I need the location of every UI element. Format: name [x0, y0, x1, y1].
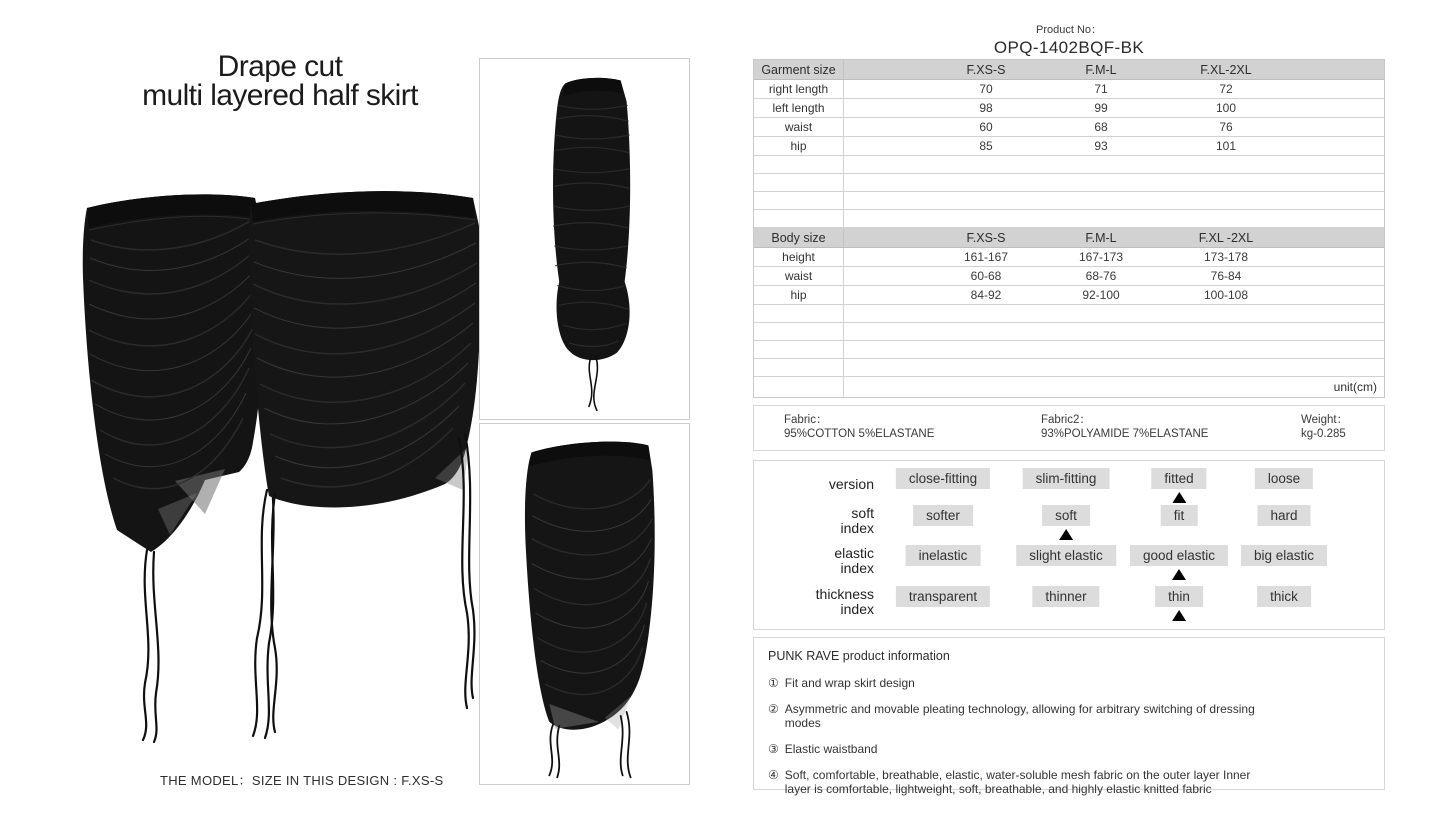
size-chart-column-header: F.M-L — [1085, 62, 1117, 77]
size-chart-row — [754, 118, 1384, 137]
fit-index-option-slot — [896, 586, 990, 607]
fit-index-option-slot — [1151, 468, 1206, 503]
size-chart-column-header: F.XS-S — [966, 230, 1006, 245]
fit-index-option: thinner — [1032, 586, 1099, 607]
fit-index-option: thin — [1155, 586, 1203, 607]
fit-index-option: loose — [1255, 468, 1313, 489]
product-info-item — [768, 676, 1370, 690]
size-chart-cell: 68-76 — [1085, 269, 1117, 283]
fabric1-column — [784, 413, 934, 441]
fit-index-box — [753, 460, 1385, 630]
fit-index-option-slot — [1042, 505, 1090, 540]
size-chart-row — [754, 286, 1384, 305]
fit-index-row — [754, 545, 1384, 585]
fit-index-option: thick — [1257, 586, 1311, 607]
fit-index-option-slot — [1016, 545, 1116, 566]
size-chart-empty-row — [754, 359, 1384, 377]
product-info-item — [768, 702, 1370, 730]
size-chart-row — [754, 137, 1384, 156]
fit-index-label: version — [828, 476, 874, 492]
product-info-item-text: Elastic waistband — [784, 742, 878, 756]
size-chart-empty-label-cell — [754, 359, 844, 376]
size-chart-cell: 60-68 — [970, 269, 1002, 283]
size-chart-cell: 85 — [979, 139, 993, 153]
skirt-front-views-photo — [55, 178, 495, 756]
size-chart-cell: 101 — [1215, 139, 1237, 153]
skirt-view-long — [83, 194, 277, 742]
skirt-side-photo — [479, 58, 690, 420]
fit-index-option-slot — [1161, 505, 1198, 526]
model-size-note: THE MODEL：SIZE IN THIS DESIGN : F.XS-S — [160, 773, 444, 788]
product-info-item — [768, 768, 1370, 796]
size-chart-row-label: right length — [754, 80, 844, 98]
fit-index-option-slot — [1255, 468, 1313, 489]
size-chart-empty-label-cell — [754, 192, 844, 209]
size-chart-cell: 100-108 — [1203, 288, 1249, 302]
size-chart-unit-row — [754, 377, 1384, 397]
product-info-item-text: Asymmetric and movable pleating technology, allowing for arbitrary switching of dressing modes — [784, 702, 1255, 730]
fit-index-option: slim-fitting — [1023, 468, 1110, 489]
size-chart-empty-row — [754, 341, 1384, 359]
fit-index-option-slot — [1023, 468, 1110, 489]
circled-number-icon: ① — [768, 676, 779, 690]
size-chart-row — [754, 267, 1384, 286]
fit-index-label: elastic index — [834, 545, 874, 576]
product-no-label: Product No： — [1035, 24, 1103, 36]
size-chart-row — [754, 248, 1384, 267]
fit-index-option-slot — [1155, 586, 1203, 621]
fit-index-option: softer — [913, 505, 973, 526]
size-chart-column-header: F.XL -2XL — [1198, 230, 1254, 245]
page-title-line2: multi layered half skirt — [142, 79, 418, 112]
selected-marker-triangle-icon — [1172, 492, 1186, 503]
skirt-back-photo — [479, 423, 690, 785]
skirt-view-short — [249, 191, 481, 738]
skirt-side-illustration — [480, 59, 689, 419]
product-info-box — [753, 637, 1385, 796]
fit-index-option-slot — [896, 468, 990, 489]
product-no-code: OPQ-1402BQF-BK — [993, 38, 1145, 57]
fit-index-option: soft — [1042, 505, 1090, 526]
skirt-back-illustration — [480, 424, 689, 784]
size-chart-column-header: F.XS-S — [966, 62, 1006, 77]
size-chart-cell: 161-167 — [963, 250, 1009, 264]
fit-index-option: hard — [1257, 505, 1310, 526]
size-chart-row — [754, 80, 1384, 99]
size-chart-column-header: F.M-L — [1085, 230, 1117, 245]
size-chart-cell: 99 — [1094, 101, 1108, 115]
fit-index-row — [754, 505, 1384, 545]
weight-column — [1301, 413, 1348, 441]
fit-index-option: fit — [1161, 505, 1198, 526]
fit-index-option: fitted — [1151, 468, 1206, 489]
size-chart-empty-row — [754, 174, 1384, 192]
size-chart-cell: 84-92 — [970, 288, 1002, 302]
circled-number-icon: ② — [768, 702, 779, 716]
fabric2-label: Fabric2： — [1041, 414, 1091, 426]
size-chart-section-title: Garment size — [754, 60, 844, 79]
fit-index-option-slot — [1257, 586, 1311, 607]
fit-index-option-slot — [1241, 545, 1327, 566]
size-chart-empty-label-cell — [754, 174, 844, 191]
fit-index-label: thickness index — [815, 586, 874, 617]
fabric2-value: 93%POLYAMIDE 7%ELASTANE — [1041, 428, 1209, 440]
selected-marker-triangle-icon — [1172, 610, 1186, 621]
fit-index-option: close-fitting — [896, 468, 990, 489]
fabric1-value: 95%COTTON 5%ELASTANE — [784, 428, 935, 440]
size-chart-cell: 93 — [1094, 139, 1108, 153]
size-chart-header-row — [754, 228, 1384, 248]
fit-index-option: inelastic — [906, 545, 981, 566]
fit-index-option-slot — [913, 505, 973, 526]
product-info-item — [768, 742, 1370, 756]
size-chart-empty-label-cell — [754, 305, 844, 322]
fabric-info-box — [753, 405, 1385, 451]
size-chart-empty-row — [754, 156, 1384, 174]
size-chart-row-label: left length — [754, 99, 844, 117]
size-chart-empty-row — [754, 210, 1384, 228]
size-chart-cell: 100 — [1215, 101, 1237, 115]
product-info-item-text: Soft, comfortable, breathable, elastic, water-soluble mesh fabric on the outer layer Inner layer is comfortable, lightweight, soft, breathable, and highly elastic knitted fabric — [784, 768, 1251, 796]
size-chart-cell: 68 — [1094, 120, 1108, 134]
page-title — [78, 52, 482, 110]
fit-index-option-slot — [906, 545, 981, 566]
skirt-front-views-illustration — [55, 178, 495, 756]
fit-index-row — [754, 586, 1384, 626]
size-chart-cell: 60 — [979, 120, 993, 134]
selected-marker-triangle-icon — [1059, 529, 1073, 540]
size-chart-empty-row — [754, 323, 1384, 341]
product-info-list — [768, 676, 1370, 796]
fit-index-option: transparent — [896, 586, 990, 607]
weight-value: kg-0.285 — [1301, 428, 1346, 440]
size-chart-column-header: F.XL-2XL — [1200, 62, 1252, 77]
size-chart-cell: 76-84 — [1210, 269, 1242, 283]
size-chart-cell: 173-178 — [1203, 250, 1249, 264]
size-chart-empty-label-cell — [754, 341, 844, 358]
unit-note: unit(cm) — [1333, 380, 1377, 394]
size-chart-empty-label-cell — [754, 156, 844, 173]
fit-index-option-slot — [1032, 586, 1099, 607]
size-chart-empty-label-cell — [754, 377, 844, 397]
size-chart-row-label: height — [754, 248, 844, 266]
product-info-title: PUNK RAVE product information — [768, 649, 950, 663]
size-chart-empty-label-cell — [754, 210, 844, 227]
size-chart-row — [754, 99, 1384, 118]
weight-label: Weight： — [1301, 414, 1349, 426]
fit-index-option: big elastic — [1241, 545, 1327, 566]
size-chart-empty-row — [754, 305, 1384, 323]
fabric2-column — [1041, 413, 1208, 441]
size-chart-cell: 76 — [1219, 120, 1233, 134]
fit-index-row — [754, 468, 1384, 508]
drawstring-bottom — [589, 357, 597, 410]
circled-number-icon: ③ — [768, 742, 779, 756]
size-chart-row-label: waist — [754, 118, 844, 136]
fit-index-option-slot — [1130, 545, 1228, 580]
size-chart-row-label: waist — [754, 267, 844, 285]
size-chart-cell: 72 — [1219, 82, 1233, 96]
size-chart-row-label: hip — [754, 286, 844, 304]
size-chart-empty-label-cell — [754, 323, 844, 340]
size-chart-cell: 167-173 — [1078, 250, 1124, 264]
selected-marker-triangle-icon — [1172, 569, 1186, 580]
size-chart-table — [753, 59, 1385, 398]
fit-index-option: slight elastic — [1016, 545, 1116, 566]
fit-index-option-slot — [1257, 505, 1310, 526]
fit-index-label: soft index — [840, 505, 874, 536]
size-chart-header-row — [754, 60, 1384, 80]
page-title-line1: Drape cut — [217, 50, 343, 83]
size-chart-cell: 70 — [979, 82, 993, 96]
size-chart-section-title: Body size — [754, 228, 844, 247]
product-number-block — [753, 21, 1385, 58]
size-chart-row-label: hip — [754, 137, 844, 155]
fabric1-label: Fabric： — [784, 414, 828, 426]
size-chart-empty-row — [754, 192, 1384, 210]
size-chart-cell: 92-100 — [1082, 288, 1120, 302]
size-chart-cell: 71 — [1094, 82, 1108, 96]
fit-index-option: good elastic — [1130, 545, 1228, 566]
size-chart-cell: 98 — [979, 101, 993, 115]
circled-number-icon: ④ — [768, 768, 779, 782]
product-info-item-text: Fit and wrap skirt design — [784, 676, 915, 690]
spec-panel — [753, 0, 1385, 813]
